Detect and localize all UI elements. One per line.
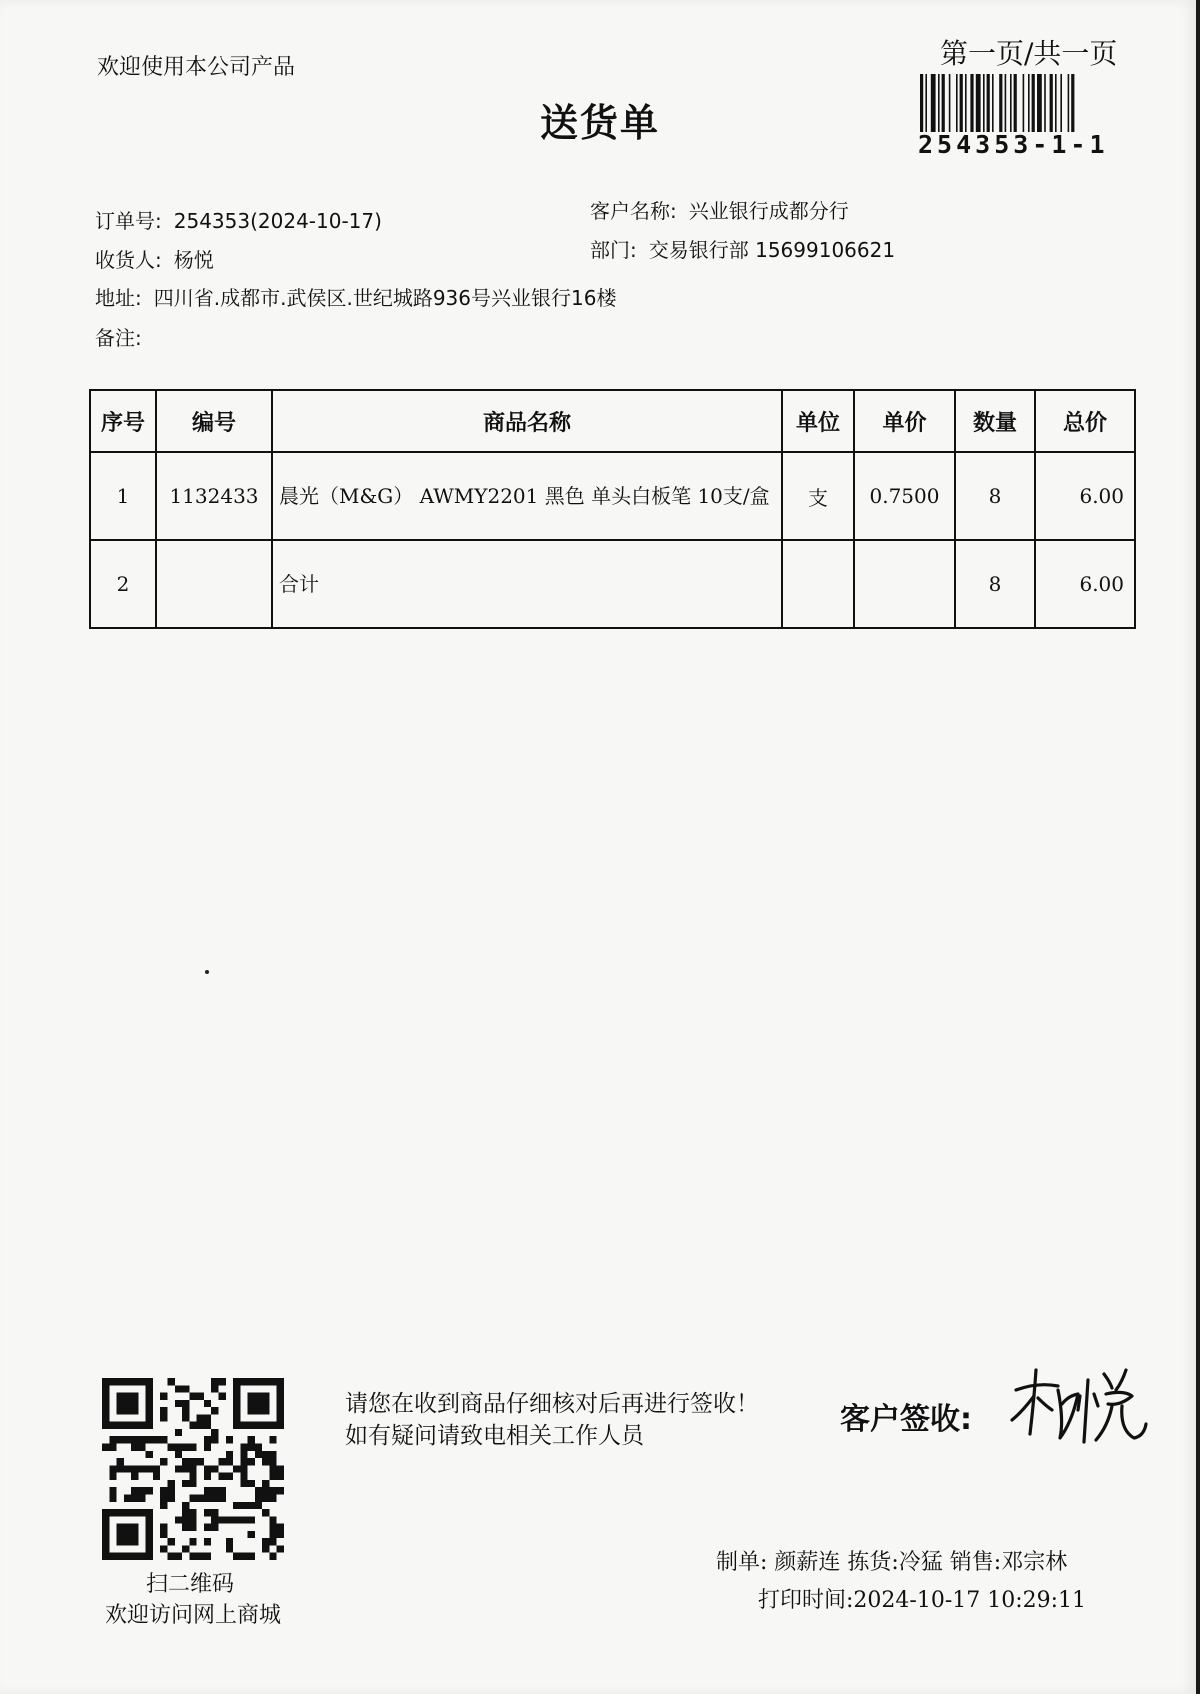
- col-header-qty: 数量: [955, 390, 1035, 452]
- col-header-unit: 单位: [782, 390, 854, 452]
- address-row: [95, 282, 616, 311]
- cell-qty: 8: [955, 540, 1035, 628]
- stray-dot: [205, 970, 209, 974]
- receiver-row: [95, 244, 214, 273]
- table-row: [90, 540, 1135, 628]
- cell-product: 晨光（M&G） AWMY2201 黑色 单头白板笔 10支/盒: [272, 452, 782, 540]
- cell-code: [156, 540, 272, 628]
- department-value: 交易银行部 15699106621: [648, 238, 896, 262]
- barcode: [918, 74, 1128, 132]
- cell-qty: 8: [955, 452, 1035, 540]
- page-indicator: 第一页/共一页: [940, 37, 1118, 70]
- col-header-price: 单价: [854, 390, 955, 452]
- customer-label: 客户名称:: [590, 199, 677, 223]
- address-label: 地址:: [95, 286, 142, 310]
- print-time: 打印时间:2024-10-17 10:29:11: [758, 1588, 1087, 1613]
- cell-product: 合计: [272, 540, 782, 628]
- col-header-product: 商品名称: [272, 390, 782, 452]
- table-row: [90, 452, 1135, 540]
- address-value: 四川省.成都市.武侯区.世纪城路936号兴业银行16楼: [153, 286, 617, 310]
- cell-total: 6.00: [1035, 540, 1135, 628]
- cell-unit: 支: [782, 452, 854, 540]
- qr-caption-mall: 欢迎访问网上商城: [104, 1603, 281, 1628]
- col-header-code: 编号: [156, 390, 272, 452]
- staff-line: 制单: 颜薪连 拣货:冷猛 销售:邓宗林: [716, 1550, 1068, 1575]
- receipt-notice: 请您在收到商品仔细核对后再进行签收！如有疑问请致电相关工作人员: [345, 1391, 759, 1449]
- cell-total: 6.00: [1035, 452, 1135, 540]
- welcome-text: 欢迎使用本公司产品: [97, 55, 296, 80]
- order-number-row: [95, 205, 382, 234]
- barcode-number: 254353-1-1: [918, 130, 1109, 159]
- customer-value: 兴业银行成都分行: [688, 199, 849, 223]
- qr-code: [102, 1378, 284, 1560]
- qr-caption-scan: 扫二维码: [145, 1572, 234, 1597]
- remark-label: 备注:: [95, 326, 142, 350]
- customer-signature-label: 客户签收:: [840, 1402, 972, 1437]
- department-row: [590, 234, 895, 263]
- order-number-label: 订单号:: [95, 209, 162, 233]
- remark-row: [95, 322, 154, 351]
- customer-row: [590, 195, 849, 224]
- receiver-label: 收货人:: [95, 248, 162, 272]
- customer-signature: [1008, 1360, 1148, 1450]
- cell-code: 1132433: [156, 452, 272, 540]
- document-title: 送货单: [540, 100, 661, 145]
- col-header-seq: 序号: [90, 390, 156, 452]
- cell-seq: 1: [90, 452, 156, 540]
- cell-price: [854, 540, 955, 628]
- order-number-value: 254353(2024-10-17): [173, 209, 382, 233]
- table-header-row: [90, 390, 1135, 452]
- col-header-total: 总价: [1035, 390, 1135, 452]
- cell-price: 0.7500: [854, 452, 955, 540]
- cell-seq: 2: [90, 540, 156, 628]
- department-label: 部门:: [590, 238, 637, 262]
- receiver-value: 杨悦: [173, 248, 214, 272]
- cell-unit: [782, 540, 854, 628]
- items-table: [89, 389, 1136, 629]
